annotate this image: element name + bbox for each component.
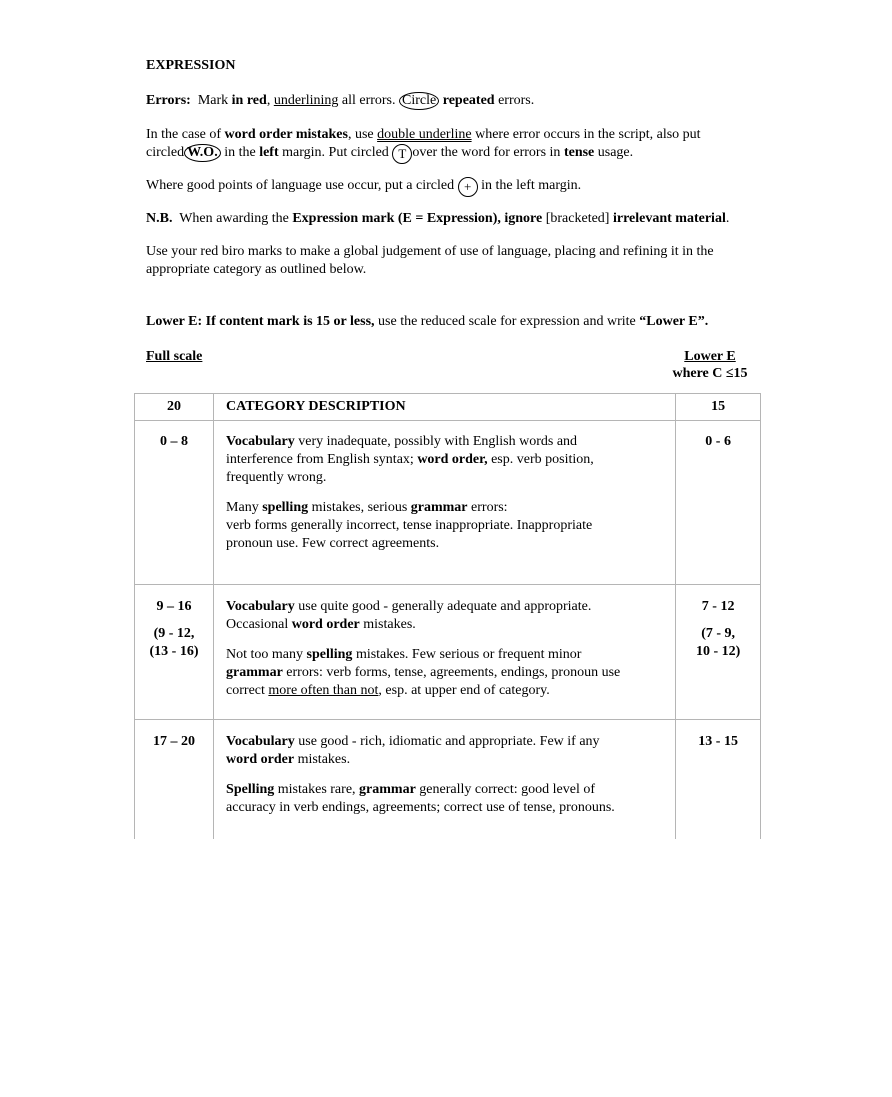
page-title: EXPRESSION <box>146 58 236 73</box>
circle-mark: Circle <box>399 92 439 110</box>
lower-e-range: 7 - 12 (7 - 9, 10 - 12) <box>676 585 761 720</box>
full-scale-heading: Full scale <box>146 349 203 364</box>
category-description: Vocabulary use good - rich, idiomatic and appropriate. Few if any word order mistakes. Spelling mistakes rare, grammar generally correct: good level of accuracy in verb endings, agreements; correct use of tense, pronouns. <box>214 720 676 840</box>
header-full-scale-max: 20 <box>135 394 214 421</box>
word-order-line1: In the case of word order mistakes, use double underline where error occurs in the script, also put <box>146 127 701 142</box>
table-header-row <box>135 394 761 421</box>
nb-line: N.B. When awarding the Expression mark (E = Expression), ignore [bracketed] irrelevant material. <box>146 211 730 226</box>
lower-e-heading: Lower E where C ≤15 <box>672 349 748 381</box>
full-scale-range: 17 – 20 <box>135 720 214 840</box>
full-scale-range: 9 – 16 (9 - 12, (13 - 16) <box>135 585 214 720</box>
category-description: Vocabulary use quite good - generally adequate and appropriate. Occasional word order mistakes. Not too many spelling mistakes. Few serious or frequent minor grammar errors: verb forms, tense, agreements, endings, pronoun use correct more often than not, esp. at upper end of category. <box>214 585 676 720</box>
table-row <box>135 585 761 720</box>
lower-e-instruction: Lower E: If content mark is 15 or less, use the reduced scale for expression and write “Lower E”. <box>146 314 709 329</box>
lower-e-range: 0 - 6 <box>676 421 761 585</box>
header-category-description: CATEGORY DESCRIPTION <box>214 394 676 421</box>
tense-circle-icon: T <box>392 144 412 164</box>
category-description: Vocabulary very inadequate, possibly with English words and interference from English syntax; word order, esp. verb position, frequently wrong. Many spelling mistakes, serious grammar errors: verb forms generally incorrect, tense inappropriate. Inappropriate pronoun use. Few correct agreements. <box>214 421 676 585</box>
red-biro-line2: appropriate category as outlined below. <box>146 262 367 277</box>
header-lower-e-max: 15 <box>676 394 761 421</box>
plus-circle-icon: + <box>458 177 478 197</box>
full-scale-range: 0 – 8 <box>135 421 214 585</box>
good-points-line: Where good points of language use occur, put a circled + in the left margin. <box>146 177 581 197</box>
category-table <box>134 393 761 839</box>
errors-instruction: Errors: Mark in red, underlining all errors. Circle repeated errors. <box>146 93 535 108</box>
errors-label: Errors: <box>146 93 191 108</box>
word-order-line2: circled W.O. in the left margin. Put circled T over the word for errors in tense usage. <box>146 144 633 164</box>
wo-circle-mark: W.O. <box>184 144 221 162</box>
lower-e-range: 13 - 15 <box>676 720 761 840</box>
table-row <box>135 720 761 840</box>
red-biro-line1: Use your red biro marks to make a global judgement of use of language, placing and refining it in the <box>146 244 714 259</box>
table-row <box>135 421 761 585</box>
